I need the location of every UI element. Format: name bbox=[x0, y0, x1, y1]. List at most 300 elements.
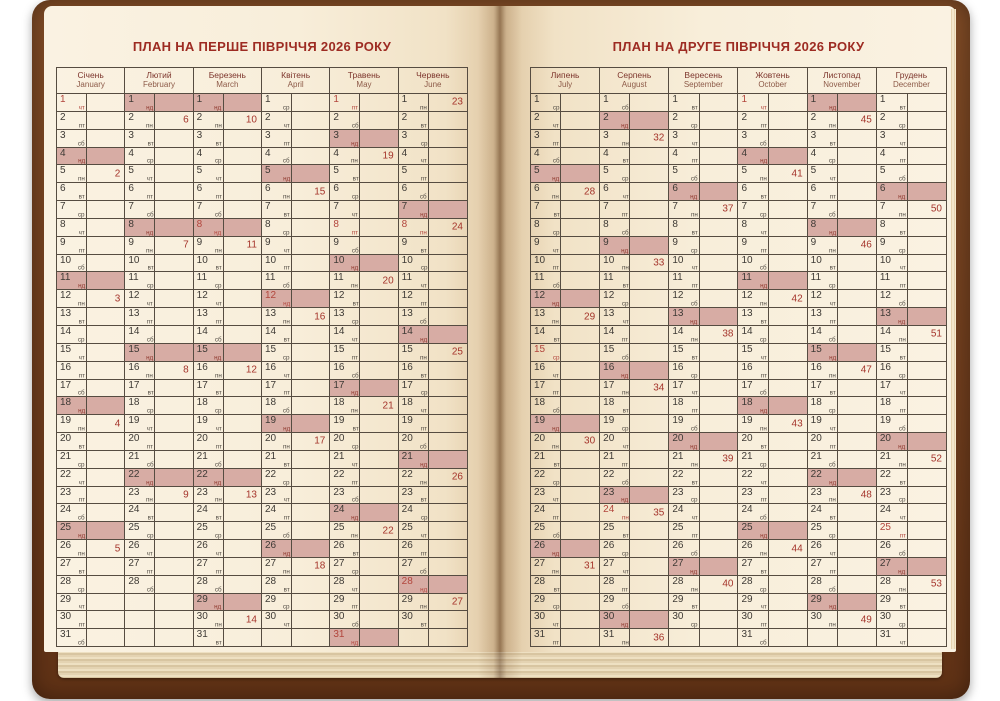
notes-cell bbox=[87, 629, 124, 646]
day-number-cell bbox=[600, 255, 630, 272]
notes-cell bbox=[630, 219, 668, 236]
weekday-abbr: пт bbox=[899, 532, 906, 540]
day-row bbox=[877, 415, 946, 433]
day-number-cell bbox=[125, 415, 155, 432]
day-row bbox=[600, 344, 668, 362]
day-number: 1 bbox=[810, 94, 817, 105]
day-row bbox=[877, 201, 946, 219]
notes-cell bbox=[429, 344, 467, 361]
day-number: 13 bbox=[534, 308, 546, 320]
week-number: 49 bbox=[860, 614, 872, 626]
weekday-abbr: сб bbox=[552, 157, 560, 165]
day-row bbox=[669, 94, 737, 112]
day-row bbox=[669, 522, 737, 540]
weekday-abbr: чт bbox=[760, 603, 767, 611]
day-number: 8 bbox=[196, 218, 203, 230]
weekday-abbr: пт bbox=[622, 210, 629, 218]
weekday-abbr: ср bbox=[78, 460, 85, 468]
notes-cell bbox=[360, 344, 397, 361]
weekday-abbr: сб bbox=[621, 103, 629, 111]
month-name-en: May bbox=[356, 80, 372, 90]
month-column bbox=[877, 68, 946, 646]
weekday-abbr: пт bbox=[351, 603, 359, 611]
weekday-abbr: нд bbox=[690, 567, 698, 575]
notes-cell bbox=[429, 576, 467, 593]
day-number-cell bbox=[194, 255, 224, 272]
day-number-cell bbox=[262, 451, 292, 468]
day-number: 22 bbox=[265, 468, 277, 480]
day-number-cell bbox=[738, 94, 768, 111]
day-number: 4 bbox=[265, 147, 271, 159]
weekday-abbr: нд bbox=[419, 585, 428, 593]
weekday-abbr: чт bbox=[899, 264, 906, 272]
weekday-abbr: чт bbox=[622, 442, 629, 450]
day-number: 23 bbox=[128, 486, 140, 498]
notes-cell bbox=[292, 558, 329, 575]
day-row bbox=[125, 362, 192, 380]
day-row bbox=[399, 611, 467, 629]
day-number: 3 bbox=[401, 129, 408, 141]
day-number: 14 bbox=[265, 325, 277, 337]
day-row bbox=[125, 94, 192, 112]
day-row bbox=[738, 594, 806, 612]
weekday-abbr: вт bbox=[622, 282, 629, 290]
day-number-cell bbox=[57, 576, 87, 593]
notes-cell bbox=[292, 397, 329, 414]
day-number-cell bbox=[399, 308, 429, 325]
day-number: 5 bbox=[401, 165, 408, 177]
weekday-abbr: вт bbox=[691, 603, 698, 611]
day-row bbox=[600, 540, 668, 558]
day-number: 23 bbox=[401, 486, 413, 498]
weekday-abbr: вт bbox=[553, 460, 560, 468]
day-number-cell bbox=[125, 308, 155, 325]
day-number: 11 bbox=[534, 272, 545, 284]
day-number-cell bbox=[399, 487, 429, 504]
month-header bbox=[877, 68, 946, 94]
day-row bbox=[669, 148, 737, 166]
left-page bbox=[44, 6, 500, 652]
day-number-cell bbox=[125, 380, 155, 397]
weekday-abbr: вт bbox=[78, 567, 85, 575]
day-number-cell bbox=[262, 362, 292, 379]
day-number-cell bbox=[194, 290, 224, 307]
day-number: 5 bbox=[60, 165, 66, 177]
day-number: 8 bbox=[810, 218, 817, 230]
day-number-cell bbox=[808, 522, 838, 539]
notes-cell bbox=[155, 130, 192, 147]
day-number: 16 bbox=[401, 361, 413, 373]
day-row bbox=[399, 130, 467, 148]
weekday-abbr: ср bbox=[760, 585, 767, 593]
day-number-cell bbox=[399, 558, 429, 575]
day-number: 17 bbox=[879, 379, 891, 391]
weekday-abbr: чт bbox=[829, 549, 836, 557]
weekday-abbr: пт bbox=[283, 264, 290, 272]
notes-cell bbox=[630, 433, 668, 450]
day-number: 4 bbox=[333, 147, 339, 159]
day-number-cell bbox=[399, 504, 429, 521]
day-number: 25 bbox=[128, 522, 140, 534]
notes-cell bbox=[360, 380, 397, 397]
day-row bbox=[262, 255, 329, 273]
weekday-abbr: пн bbox=[759, 300, 767, 308]
day-number: 10 bbox=[401, 254, 413, 266]
day-number: 1 bbox=[333, 94, 339, 105]
weekday-abbr: сб bbox=[78, 139, 85, 147]
day-number-cell bbox=[669, 130, 699, 147]
notes-cell bbox=[561, 451, 599, 468]
notes-cell bbox=[838, 183, 876, 200]
day-number-cell bbox=[330, 326, 360, 343]
empty-cell bbox=[125, 629, 155, 646]
day-row bbox=[600, 272, 668, 290]
week-number: 17 bbox=[314, 435, 326, 447]
day-number-cell bbox=[669, 183, 699, 200]
weekday-abbr: сб bbox=[621, 353, 629, 361]
empty-cell bbox=[262, 629, 292, 646]
weekday-abbr: сб bbox=[829, 335, 836, 343]
weekday-abbr: вт bbox=[760, 193, 767, 201]
day-number-cell bbox=[877, 397, 908, 414]
day-row bbox=[330, 611, 397, 629]
day-number: 9 bbox=[128, 236, 134, 248]
day-row bbox=[399, 112, 467, 130]
day-number-cell bbox=[531, 540, 561, 557]
empty-cell bbox=[429, 629, 467, 646]
notes-cell bbox=[429, 219, 467, 236]
weekday-abbr: чт bbox=[553, 371, 560, 379]
weekday-abbr: ср bbox=[283, 353, 290, 361]
notes-cell bbox=[155, 148, 192, 165]
day-row bbox=[808, 487, 876, 505]
weekday-abbr: вт bbox=[691, 353, 698, 361]
day-number: 27 bbox=[534, 557, 546, 569]
day-number: 3 bbox=[60, 129, 66, 141]
day-number-cell bbox=[330, 112, 360, 129]
weekday-abbr: вт bbox=[829, 264, 836, 272]
day-number-cell bbox=[330, 290, 360, 307]
weekday-abbr: пн bbox=[283, 442, 290, 450]
day-number-cell bbox=[531, 344, 561, 361]
day-number: 12 bbox=[401, 290, 413, 302]
day-row bbox=[57, 611, 124, 629]
day-number-cell bbox=[194, 451, 224, 468]
day-row bbox=[194, 576, 261, 594]
day-row bbox=[808, 183, 876, 201]
day-number: 31 bbox=[879, 629, 891, 641]
day-row bbox=[399, 94, 467, 112]
notes-cell bbox=[429, 451, 467, 468]
day-row bbox=[330, 94, 397, 112]
day-number: 8 bbox=[672, 218, 678, 230]
notes-cell bbox=[838, 219, 876, 236]
day-number: 10 bbox=[672, 254, 684, 266]
day-number: 25 bbox=[333, 522, 345, 534]
day-number-cell bbox=[125, 504, 155, 521]
month-name-en: June bbox=[424, 80, 442, 90]
notes-cell bbox=[224, 487, 261, 504]
day-row bbox=[738, 576, 806, 594]
day-number-cell bbox=[669, 540, 699, 557]
day-number: 18 bbox=[60, 397, 72, 409]
day-row bbox=[57, 415, 124, 433]
day-number: 17 bbox=[333, 379, 345, 391]
day-row bbox=[194, 130, 261, 148]
weekday-abbr: ср bbox=[760, 210, 767, 218]
day-number-cell bbox=[600, 362, 630, 379]
day-number-cell bbox=[738, 397, 768, 414]
notes-cell bbox=[561, 112, 599, 129]
day-number-cell bbox=[125, 469, 155, 486]
day-number: 12 bbox=[534, 290, 546, 302]
weekday-abbr: сб bbox=[898, 300, 906, 308]
weekday-abbr: пн bbox=[690, 460, 698, 468]
notes-cell bbox=[429, 183, 467, 200]
day-number: 27 bbox=[810, 557, 822, 569]
day-number: 20 bbox=[333, 433, 345, 445]
notes-cell bbox=[630, 576, 668, 593]
notes-cell bbox=[561, 201, 599, 218]
notes-cell bbox=[561, 165, 599, 182]
day-number-cell bbox=[600, 433, 630, 450]
day-number-cell bbox=[194, 522, 224, 539]
day-row bbox=[600, 308, 668, 326]
month-name-uk: Травень bbox=[347, 70, 381, 80]
day-row bbox=[600, 94, 668, 112]
day-row bbox=[262, 326, 329, 344]
day-row bbox=[399, 558, 467, 576]
day-number-cell bbox=[877, 594, 908, 611]
day-row bbox=[531, 344, 599, 362]
weekday-abbr: нд bbox=[351, 264, 359, 272]
weekday-abbr: пт bbox=[622, 585, 629, 593]
day-row bbox=[262, 594, 329, 612]
notes-cell bbox=[360, 576, 397, 593]
day-number-cell bbox=[125, 130, 155, 147]
day-row bbox=[194, 397, 261, 415]
day-row bbox=[194, 344, 261, 362]
weekday-abbr: ср bbox=[214, 532, 222, 540]
empty-day-row bbox=[125, 629, 192, 646]
day-row bbox=[738, 272, 806, 290]
weekday-abbr: вт bbox=[215, 514, 222, 522]
day-number: 6 bbox=[741, 183, 748, 195]
weekday-abbr: пт bbox=[146, 317, 154, 325]
month-name-en: July bbox=[557, 80, 573, 90]
day-number-cell bbox=[531, 611, 561, 628]
notes-cell bbox=[838, 415, 876, 432]
day-number: 20 bbox=[810, 433, 822, 445]
day-number: 29 bbox=[672, 593, 684, 605]
weekday-abbr: чт bbox=[352, 460, 359, 468]
notes-cell bbox=[292, 326, 329, 343]
weekday-abbr: пт bbox=[552, 514, 560, 522]
weekday-abbr: чт bbox=[78, 353, 85, 361]
notes-cell bbox=[224, 415, 261, 432]
day-number: 29 bbox=[196, 593, 208, 605]
notes-cell bbox=[224, 433, 261, 450]
weekday-abbr: ср bbox=[78, 210, 85, 218]
weekday-abbr: пн bbox=[214, 246, 222, 254]
week-number: 36 bbox=[653, 632, 665, 644]
day-number: 19 bbox=[603, 415, 615, 427]
day-number-cell bbox=[669, 504, 699, 521]
day-number: 4 bbox=[401, 147, 408, 159]
day-number: 11 bbox=[879, 272, 891, 284]
day-row bbox=[877, 148, 946, 166]
day-number-cell bbox=[738, 504, 768, 521]
day-number-cell bbox=[262, 201, 292, 218]
day-number: 17 bbox=[810, 379, 822, 391]
weekday-abbr: нд bbox=[146, 103, 154, 111]
day-number-cell bbox=[531, 255, 561, 272]
weekday-abbr: нд bbox=[351, 389, 359, 397]
week-number: 15 bbox=[314, 186, 326, 198]
notes-cell bbox=[429, 272, 467, 289]
day-number: 18 bbox=[603, 397, 615, 409]
weekday-abbr: сб bbox=[760, 639, 767, 647]
notes-cell bbox=[769, 112, 807, 129]
weekday-abbr: нд bbox=[552, 425, 560, 433]
month-header bbox=[738, 68, 806, 94]
day-row bbox=[194, 326, 261, 344]
notes-cell bbox=[360, 201, 397, 218]
day-row bbox=[57, 594, 124, 612]
day-number: 15 bbox=[401, 343, 413, 355]
weekday-abbr: чт bbox=[760, 228, 767, 236]
weekday-abbr: ср bbox=[621, 300, 629, 308]
day-row bbox=[738, 183, 806, 201]
weekday-abbr: пт bbox=[420, 300, 428, 308]
day-number-cell bbox=[877, 308, 908, 325]
day-number-cell bbox=[194, 344, 224, 361]
day-number-cell bbox=[808, 487, 838, 504]
day-number-cell bbox=[738, 290, 768, 307]
weekday-abbr: пт bbox=[283, 514, 290, 522]
weekday-abbr: пн bbox=[621, 389, 629, 397]
notes-cell bbox=[561, 576, 599, 593]
notes-cell bbox=[155, 344, 192, 361]
day-number: 16 bbox=[60, 361, 72, 373]
day-row bbox=[194, 165, 261, 183]
notes-cell bbox=[700, 94, 738, 111]
day-row bbox=[57, 272, 124, 290]
day-row bbox=[194, 433, 261, 451]
notes-cell bbox=[769, 290, 807, 307]
day-number-cell bbox=[57, 380, 87, 397]
weekday-abbr: ср bbox=[78, 335, 85, 343]
day-number: 2 bbox=[333, 111, 339, 123]
day-row bbox=[125, 326, 192, 344]
day-number: 18 bbox=[401, 397, 413, 409]
weekday-abbr: нд bbox=[146, 353, 154, 361]
day-row bbox=[877, 165, 946, 183]
month-name-uk: Червень bbox=[416, 70, 450, 80]
weekday-abbr: вт bbox=[899, 478, 906, 486]
day-number: 23 bbox=[196, 486, 208, 498]
day-number-cell bbox=[399, 255, 429, 272]
notes-cell bbox=[360, 415, 397, 432]
day-number: 12 bbox=[128, 290, 140, 302]
day-number-cell bbox=[808, 558, 838, 575]
day-number-cell bbox=[399, 397, 429, 414]
notes-cell bbox=[769, 344, 807, 361]
day-row bbox=[194, 415, 261, 433]
notes-cell bbox=[292, 272, 329, 289]
day-number: 30 bbox=[401, 611, 413, 623]
notes-cell bbox=[838, 380, 876, 397]
day-number: 13 bbox=[879, 308, 891, 320]
weekday-abbr: ср bbox=[898, 121, 906, 129]
day-number: 9 bbox=[810, 236, 817, 248]
day-number: 28 bbox=[672, 575, 684, 587]
notes-cell bbox=[838, 237, 876, 254]
week-number: 16 bbox=[314, 311, 326, 323]
month-name-en: March bbox=[216, 80, 239, 90]
notes-cell bbox=[838, 344, 876, 361]
day-number-cell bbox=[877, 576, 908, 593]
notes-cell bbox=[87, 576, 124, 593]
day-number: 9 bbox=[265, 236, 271, 248]
day-number: 27 bbox=[128, 557, 140, 569]
notes-cell bbox=[292, 255, 329, 272]
notes-cell bbox=[838, 469, 876, 486]
notes-cell bbox=[769, 540, 807, 557]
day-number: 17 bbox=[60, 379, 72, 391]
day-number: 30 bbox=[60, 611, 72, 623]
day-number: 5 bbox=[265, 165, 271, 177]
day-number: 15 bbox=[810, 343, 822, 355]
weekday-abbr: нд bbox=[214, 478, 222, 486]
day-number: 12 bbox=[196, 290, 208, 302]
empty-cell bbox=[125, 611, 155, 628]
month-name-uk: Листопад bbox=[823, 70, 861, 80]
weekday-abbr: пн bbox=[898, 460, 906, 468]
day-number-cell bbox=[808, 219, 838, 236]
day-number: 16 bbox=[879, 361, 891, 373]
weekday-abbr: чт bbox=[420, 407, 428, 415]
weekday-abbr: пт bbox=[760, 621, 767, 629]
notes-cell bbox=[87, 380, 124, 397]
weekday-abbr: нд bbox=[214, 603, 222, 611]
notes-cell bbox=[700, 237, 738, 254]
notes-cell bbox=[700, 540, 738, 557]
day-row bbox=[125, 380, 192, 398]
notes-cell bbox=[155, 255, 192, 272]
week-number: 11 bbox=[246, 239, 257, 251]
notes-cell bbox=[292, 219, 329, 236]
day-row bbox=[57, 540, 124, 558]
day-row bbox=[57, 219, 124, 237]
day-row bbox=[399, 148, 467, 166]
day-number-cell bbox=[57, 237, 87, 254]
day-number-cell bbox=[877, 344, 908, 361]
notes-cell bbox=[769, 165, 807, 182]
day-number: 27 bbox=[265, 557, 277, 569]
notes-cell bbox=[630, 165, 668, 182]
weekday-abbr: пн bbox=[78, 425, 85, 433]
weekday-abbr: вт bbox=[215, 389, 222, 397]
weekday-abbr: нд bbox=[621, 496, 629, 504]
week-number: 31 bbox=[584, 560, 596, 572]
notes-cell bbox=[561, 308, 599, 325]
day-row bbox=[738, 94, 806, 112]
day-number: 26 bbox=[810, 540, 822, 552]
notes-cell bbox=[630, 272, 668, 289]
day-number: 31 bbox=[333, 629, 345, 641]
day-number-cell bbox=[330, 469, 360, 486]
